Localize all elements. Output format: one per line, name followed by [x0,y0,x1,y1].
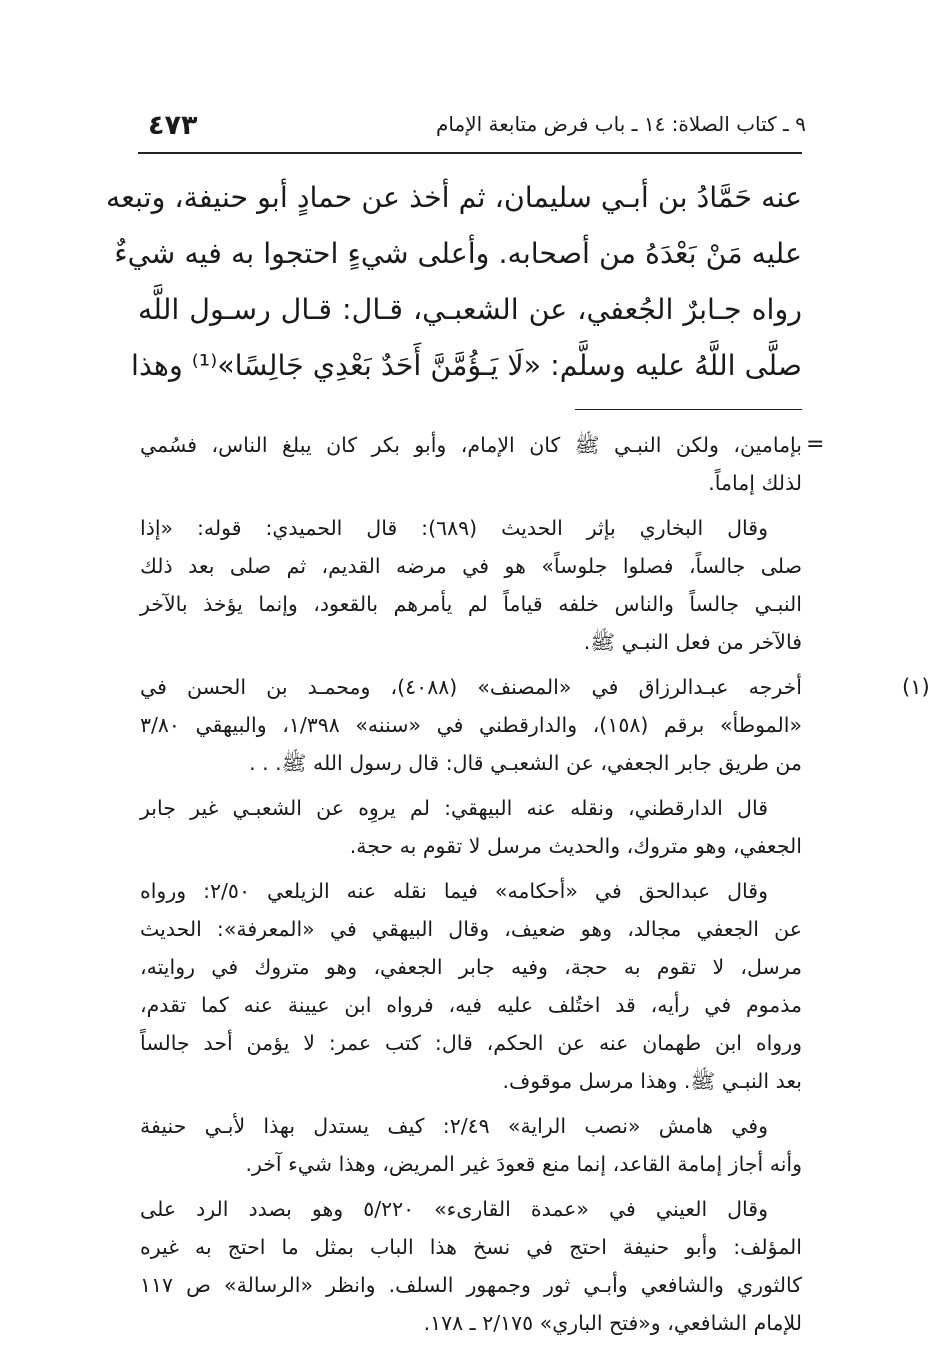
main-text-line: رواه جـابرٌ الجُعفي، عن الشعبـي، قـال: قـال رسـول اللَّه [138,293,802,326]
footnote-line: لذلك إماماً. [708,471,802,495]
footnote-line: قال الدارقطني، ونقله عنه البيهقي: لم يروِه عن الشعبـي غير جابر [140,796,768,820]
footnote-paragraph-nasb-al-raya [140,1107,802,1183]
footnote-continuation-mark: = [806,432,825,457]
footnote-line: وقال عبدالحق في «أحكامه» فيما نقله عنه الزيلعي ٢/٥٠: ورواه [140,879,768,903]
footnote-line: عن الجعفي مجالد، وهو ضعيف، وقال البيهقي في «المعرفة»: الحديث [140,917,802,941]
footnote-line: مذموم في رأيه، قد اختُلف عليه فيه، فرواه ابن عيينة عنه كما تقدم، [140,993,802,1017]
footnote-line: كالثوري والشافعي وأبـي ثور وجمهور السلف. وانظر «الرسالة» ص ١١٧ [140,1273,802,1297]
footnote-line: وأنه أجاز إمامة القاعد، إنما منع قعودَ غير المريض، وهذا شيء آخر. [245,1152,802,1176]
footnote-line: وفي هامش «نصب الراية» ٢/٤٩: كيف يستدل بهذا لأبـي حنيفة [140,1114,768,1138]
footnote-line: أخرجه عبـدالرزاق في «المصنف» (٤٠٨٨)، ومحمـد بن الحسن في [140,675,802,699]
footnote-line: للإمام الشافعي، و«فتح الباري» ٢/١٧٥ ـ ١٧٨. [423,1311,802,1335]
footnotes [140,426,930,1349]
footnote-paragraph-ayni [140,1190,802,1342]
footnote-paragraph-daraqutni [140,789,802,865]
footnote-paragraph-abdulhaqq [140,872,802,1100]
footnote-line: بعد النبـي ﷺ. وهذا مرسل موقوف. [502,1069,802,1093]
footnote-1 [140,668,930,782]
footnote-paragraph-bukhari [140,509,802,661]
footnote-1-marker: (١) [902,675,930,699]
footnote-line: مرسل، لا تقوم به حجة، وفيه جابر الجعفي، وهو متروك في روايته، [140,955,802,979]
footnote-line: «الموطأ» برقم (١٥٨)، والدارقطني في «سننه» ١/٣٩٨، والبيهقي ٣/٨٠ [140,713,802,737]
footnote-line: الجعفي، وهو متروك، والحديث مرسل لا تقوم به حجة. [349,834,802,858]
main-text-line: عنه حَمَّادُ بن أبـي سليمان، ثم أخذ عن حمادٍ أبو حنيفة، وتبعه [106,181,802,214]
footnote-line: وقال العيني في «عمدة القارىء» ٥/٢٢٠ وهو بصدد الرد على [140,1197,768,1221]
main-text [106,170,802,394]
running-head: ٩ ـ كتاب الصلاة: ١٤ ـ باب فرض متابعة الإمام [436,112,806,136]
footnote-line: فالآخر من فعل النبـي ﷺ. [583,630,802,654]
footnote-line: بإمامين، ولكن النبـي ﷺ كان الإمام، وأبو بكر كان يبلغ الناس، فسُمي [140,433,802,457]
page-number: ٤٧٣ [148,110,198,141]
footnote-line: صلى جالساً، فصلوا جلوساً» هو في مرضه القديم، ثم صلى بعد ذلك [140,554,802,578]
footnote-line: النبـي جالساً والناس خلفه قياماً لم يأمرهم بالقعود، وإنما يؤخذ بالآخر [140,592,802,616]
footnote-line: ورواه ابن طهمان عنه عن الحكم، قال: كتب عمر: لا يؤمن أحد جالساً [140,1031,802,1055]
footnote-line: من طريق جابر الجعفي، عن الشعبـي قال: قال رسول الله ﷺ. . . [249,751,802,775]
main-text-line: عليه مَنْ بَعْدَهُ من أصحابه. وأعلى شيءٍ احتجوا به فيه شيءٌ [114,237,802,270]
main-text-line: صلَّى اللَّهُ عليه وسلَّم: «لَا يَـؤُمَّنَّ أَحَدٌ بَعْدِي جَالِسًا»⁽¹⁾ وهذا [131,349,802,382]
footnote-line: وقال البخاري بإثر الحديث (٦٨٩): قال الحميدي: قوله: «إذا [140,516,768,540]
footnote-line: المؤلف: وأبو حنيفة احتج في نسخ هذا الباب بمثل ما احتج به غيره [140,1235,802,1259]
footnote-continuation [140,426,802,502]
footnote-separator [575,409,802,410]
header-rule [138,152,802,154]
